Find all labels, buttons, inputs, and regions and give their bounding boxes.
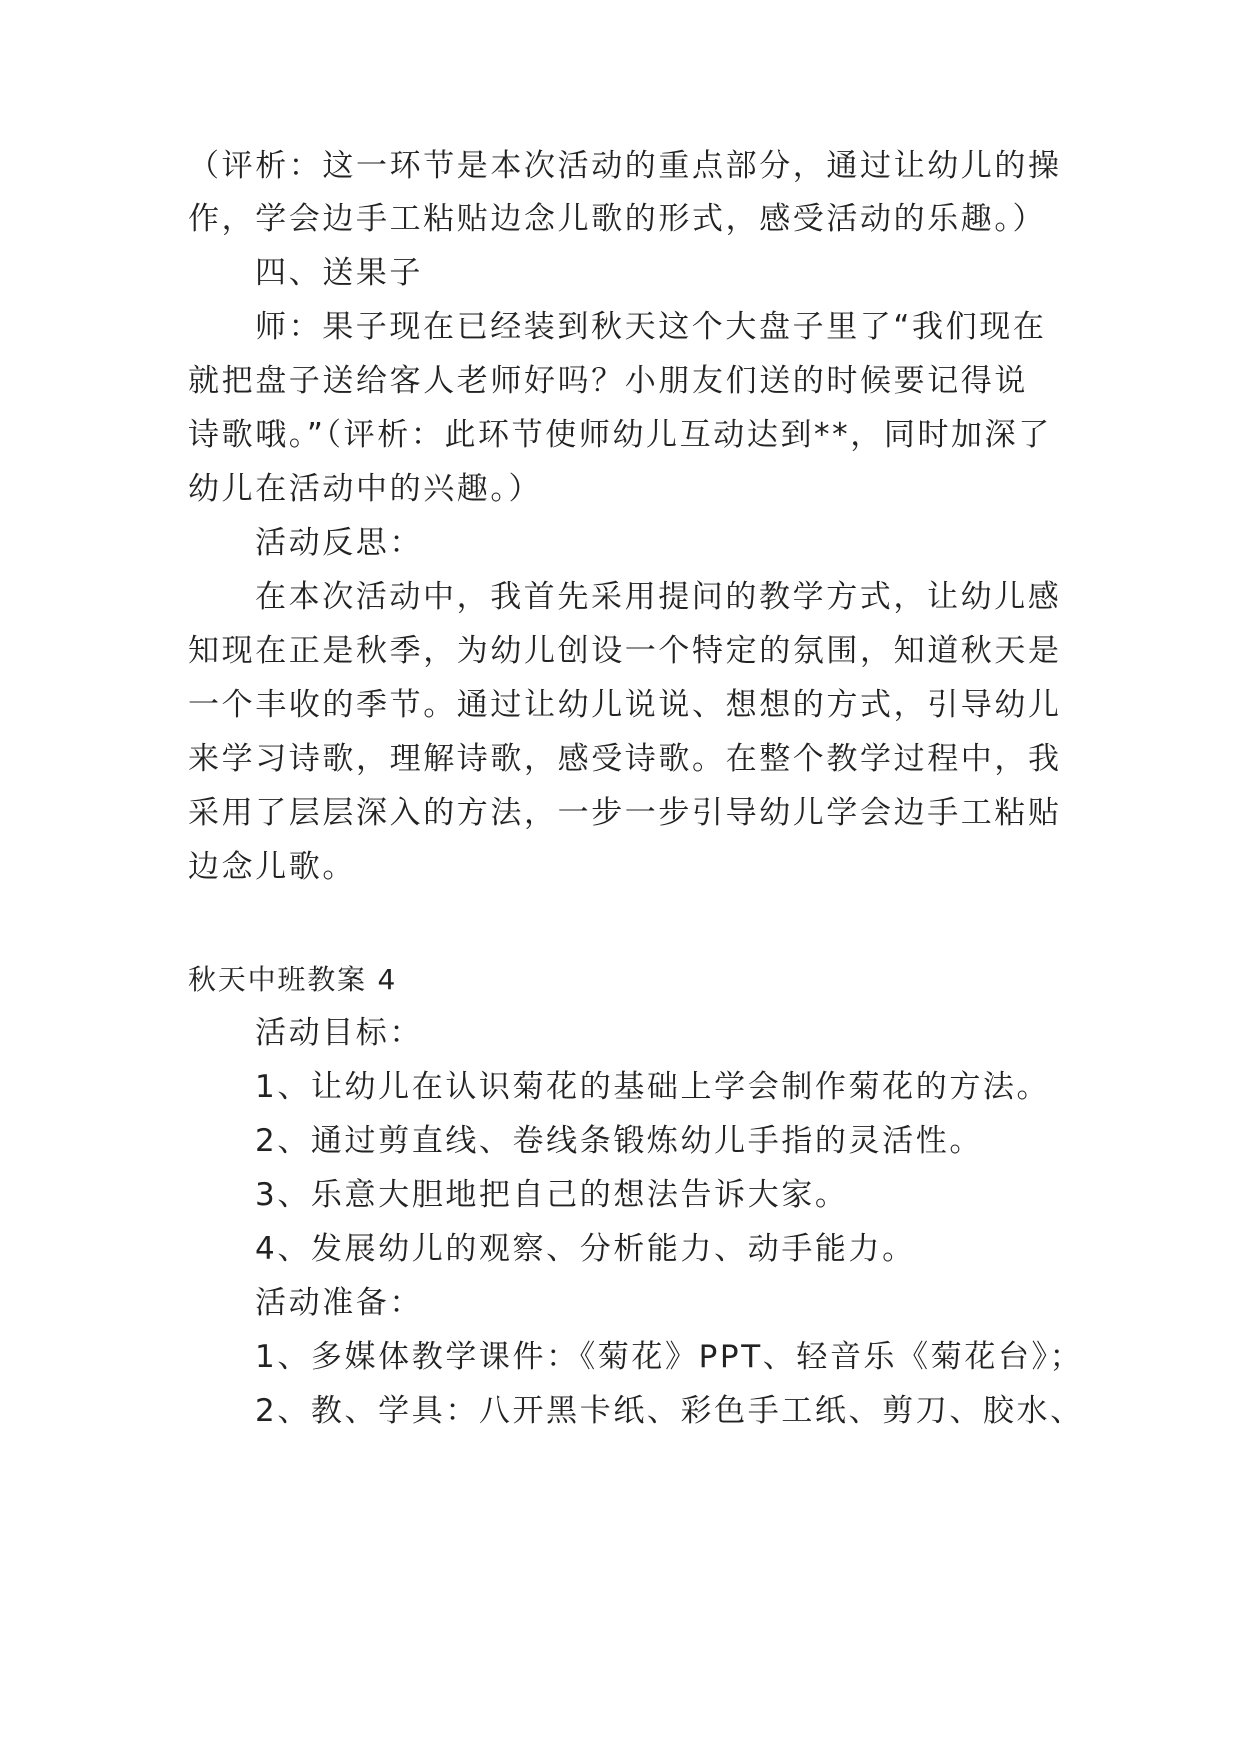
paragraph-line: 一个丰收的季节。通过让幼儿说说、想想的方式，引导幼儿 (188, 687, 1062, 723)
section-title: 活动反思： (255, 525, 423, 561)
paragraph-line: 就把盘子送给客人老师好吗？小朋友们送的时候要记得说 (188, 363, 1028, 399)
paragraph-line: 幼儿在活动中的兴趣。） (188, 471, 543, 507)
paragraph-line: 来学习诗歌，理解诗歌，感受诗歌。在整个教学过程中，我 (188, 741, 1062, 777)
paragraph-line: （评析：这一环节是本次活动的重点部分，通过让幼儿的操 (188, 148, 1062, 184)
list-item: 2、教、学具：八开黑卡纸、彩色手工纸、剪刀、胶水、 (255, 1393, 1084, 1429)
list-item: 4、发展幼儿的观察、分析能力、动手能力。 (255, 1231, 916, 1267)
paragraph-line: 作，学会边手工粘贴边念儿歌的形式，感受活动的乐趣。） (188, 201, 1047, 237)
paragraph-line: 在本次活动中，我首先采用提问的教学方式，让幼儿感 (255, 579, 1062, 615)
paragraph-line: 边念儿歌。 (188, 849, 356, 885)
list-item: 1、让幼儿在认识菊花的基础上学会制作菊花的方法。 (255, 1069, 1051, 1105)
section-title: 活动目标： (255, 1015, 423, 1051)
list-item: 3、乐意大胆地把自己的想法告诉大家。 (255, 1177, 849, 1213)
paragraph-line: 诗歌哦。”（评析：此环节使师幼儿互动达到**，同时加深了 (188, 417, 1052, 453)
paragraph-line: 师：果子现在已经装到秋天这个大盘子里了“我们现在 (255, 309, 1047, 345)
paragraph-line: 知现在正是秋季，为幼儿创设一个特定的氛围，知道秋天是 (188, 633, 1062, 669)
lesson-heading: 秋天中班教案 4 (188, 963, 398, 996)
section-title: 四、送果子 (255, 255, 423, 291)
list-item: 2、通过剪直线、卷线条锻炼幼儿手指的灵活性。 (255, 1123, 983, 1159)
list-item: 1、多媒体教学课件：《菊花》PPT、轻音乐《菊花台》； (255, 1339, 1084, 1375)
section-title: 活动准备： (255, 1285, 423, 1321)
paragraph-line: 采用了层层深入的方法，一步一步引导幼儿学会边手工粘贴 (188, 795, 1062, 831)
